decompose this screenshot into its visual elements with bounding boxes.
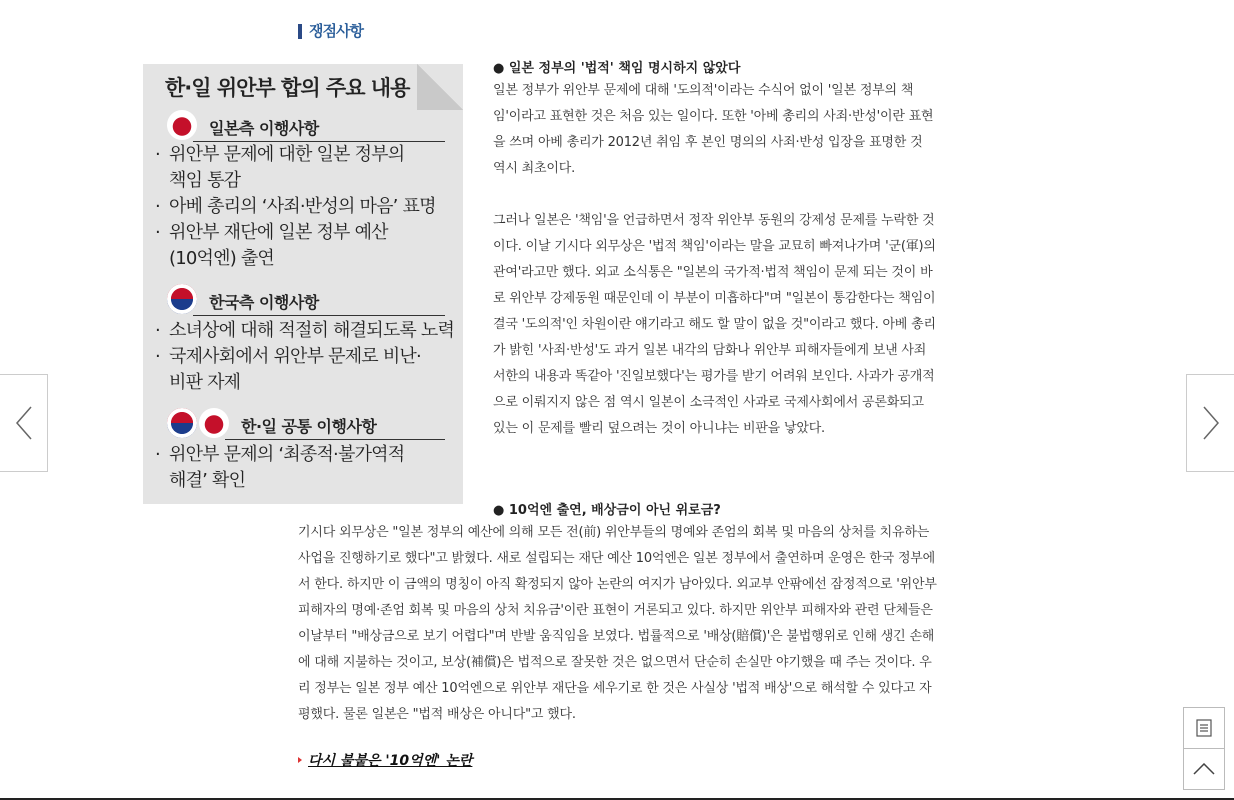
paragraph-2: 그러나 일본은 '책임'을 언급하면서 정작 위안부 동원의 강제성 문제를 누락한 것이다. 이날 기시다 외무상은 '법적 책임'이라는 말을 교묘히 빠져나가며 '군(軍)의 관여'라고만 했다. 외교 소식통은 "일본의 국가적·법적 책임이 문제 되는 것이 바로 위안부 강제동원 때문인데 이 부분이 미흡하다"며 "일본이 통감한다는 책임이 결국 '도의적'인 차원이란 얘기라고 해도 할 말이 없을 것"이라고 했다. 아베 총리가 밝힌 '사죄·반성'도 과거 일본 내각의 담화나 위안부 피해자들에게 보낸 사죄 서한의 내용과 똑같아 '진일보했다'는 평가를 받기 어려워 보인다. 사과가 공개적으로 이뤄지지 않은 점 역시 일본이 소극적인 사과로 국제사회에서 공론화되고 있는 이 문제를 빨리 덮으려는 것이 아니냐는 비판을 낳았다.	[493, 213, 936, 436]
korea-heading-label: 한국측 이행사항	[193, 290, 445, 316]
related-article-link[interactable]	[298, 750, 472, 770]
common-item-1	[155, 442, 455, 494]
infographic-title: 한·일 위안부 합의 주요 내용	[165, 76, 410, 100]
common-heading-label: 한·일 공통 이행사항	[225, 414, 445, 440]
korea-item-1	[155, 318, 455, 344]
item-line: 국제사회에서 위안부 문제로 비난·	[169, 346, 421, 367]
korea-item-2	[155, 344, 455, 396]
chevron-right-icon	[1201, 405, 1221, 441]
item-line: 아베 총리의 ‘사죄·반성의 마음’ 표명	[169, 196, 436, 217]
bullet: ·	[155, 144, 160, 165]
paragraph-3: 기시다 외무상은 "일본 정부의 예산에 의해 모든 전(前) 위안부들의 명예와 존엄의 회복 및 마음의 상처를 치유하는 사업을 진행하기로 했다"고 밝혔다. 새로 설립되는 재단 예산 10억엔은 일본 정부에서 출연하며 운영은 한국 정부에서 한다. 하지만 이 금액의 명칭이 아직 확정되지 않아 논란의 여지가 남아있다. 외교부 안팎에선 잠정적으로 '위안부 피해자의 명예·존엄 회복 및 마음의 상처 치유금'이란 표현이 거론되고 있다. 하지만 위안부 피해자와 관련 단체들은 이날부터 "배상금으로 보기 어렵다"며 반발 움직임을 보였다. 법률적으로 '배상(賠償)'은 불법행위로 인해 생긴 손해에 대해 지불하는 것이고, 보상(補償)은 법적으로 잘못한 것은 없으면서 단순히 손실만 야기했을 때 주는 것이다. 우리 정부는 일본 정부 예산 10억엔으로 위안부 재단을 세우기로 한 것은 사실상 '법적 배상'으로 해석할 수 있다고 자평했다. 물론 일본은 "법적 배상은 아니다"고 했다.	[298, 525, 937, 722]
chevron-up-icon	[1193, 763, 1215, 775]
list-icon	[1196, 719, 1212, 737]
link-marker-icon	[298, 757, 302, 763]
item-line: 소녀상에 대해 적절히 해결되도록 노력	[169, 320, 455, 341]
korea-heading	[165, 282, 445, 316]
japan-item-1	[155, 142, 455, 194]
korea-flag-icon	[165, 406, 199, 440]
item-line: 위안부 재단에 일본 정부 예산	[169, 222, 388, 243]
bullet: ·	[155, 346, 160, 367]
related-article-label: 다시 불붙은 '10억엔' 논란	[308, 753, 473, 769]
chevron-left-icon	[14, 405, 34, 441]
item-line-cont: 비판 자제	[169, 372, 241, 393]
section-title-text: 쟁점사항	[309, 21, 363, 40]
infographic	[143, 64, 463, 504]
japan-heading-label: 일본측 이행사항	[193, 116, 445, 142]
korea-flag-icon	[165, 282, 199, 316]
section-title	[298, 20, 363, 40]
next-article-button[interactable]	[1186, 374, 1234, 472]
prev-article-button[interactable]	[0, 374, 48, 472]
scroll-top-button[interactable]	[1183, 748, 1225, 790]
item-line-cont: 책임 통감	[169, 170, 241, 191]
japan-flag-icon	[197, 406, 231, 440]
subheading-compensation: ● 10억엔 출연, 배상금이 아닌 위로금?	[493, 503, 721, 518]
japan-item-2	[155, 194, 455, 220]
item-line-cont: 해결’ 확인	[169, 470, 246, 491]
page-fold	[417, 64, 463, 110]
bullet: ·	[155, 196, 160, 217]
japan-heading	[165, 108, 445, 142]
common-heading	[165, 406, 445, 440]
list-button[interactable]	[1183, 707, 1225, 749]
bullet: ·	[155, 222, 160, 243]
item-line-cont: (10억엔) 출연	[169, 248, 275, 269]
item-line: 위안부 문제의 ‘최종적·불가역적	[169, 444, 405, 465]
item-line: 위안부 문제에 대한 일본 정부의	[169, 144, 405, 165]
subheading-legal-responsibility: ● 일본 정부의 '법적' 책임 명시하지 않았다	[493, 61, 741, 76]
bullet: ·	[155, 320, 160, 341]
japan-flag-icon	[165, 108, 199, 142]
paragraph-1: 일본 정부가 위안부 문제에 대해 '도의적'이라는 수식어 없이 '일본 정부의 책임'이라고 표현한 것은 처음 있는 일이다. 또한 '아베 총리의 사죄·반성'이란 표현을 쓰며 아베 총리가 2012년 취임 후 본인 명의의 사죄·반성 입장을 표명한 것 역시 최초이다.	[493, 83, 934, 176]
bullet: ·	[155, 444, 160, 465]
section-title-bar	[298, 24, 302, 39]
japan-item-3	[155, 220, 455, 272]
